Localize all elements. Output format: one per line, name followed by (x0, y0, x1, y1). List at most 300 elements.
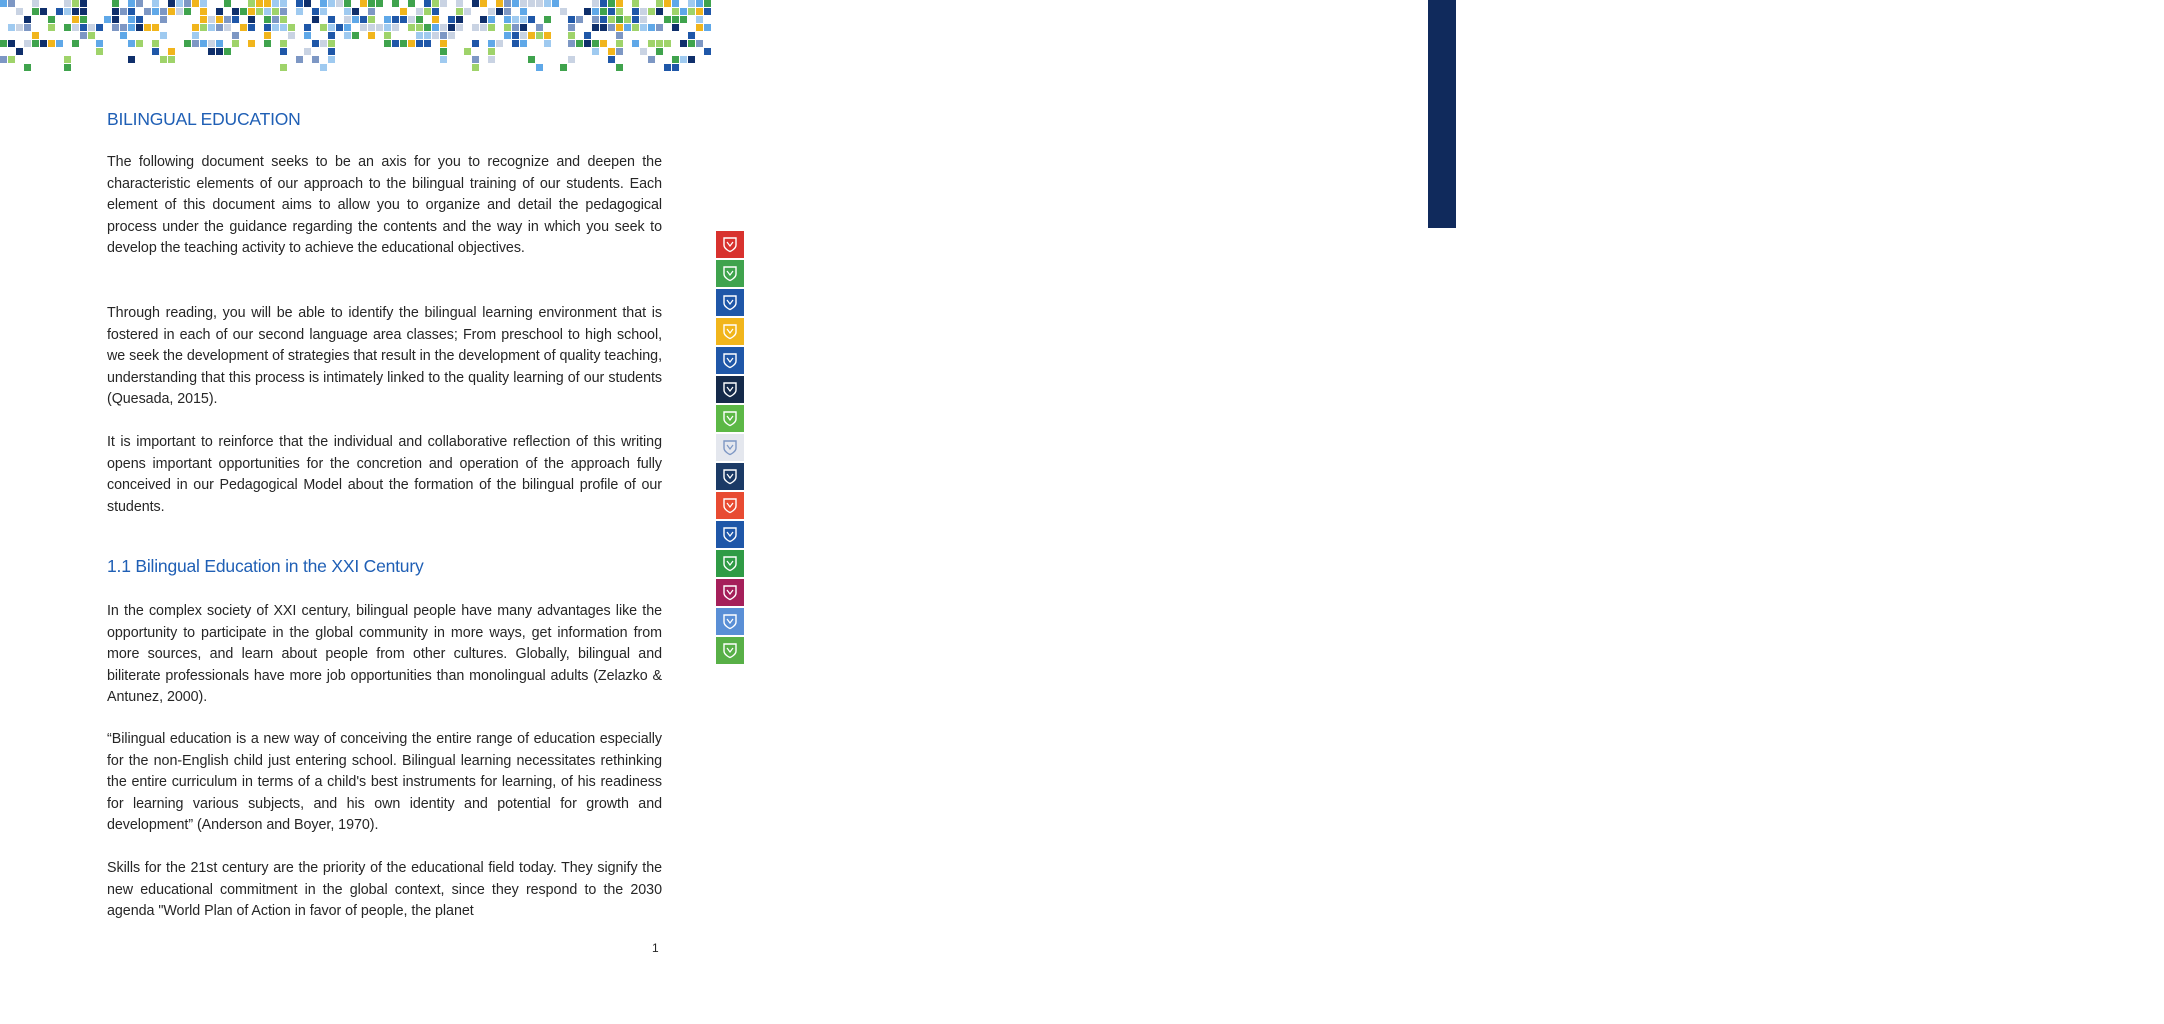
mosaic-tile (416, 16, 423, 23)
pixel-mosaic-banner (0, 0, 712, 70)
mosaic-tile (328, 16, 335, 23)
network-name-strip (1428, 0, 2164, 230)
mosaic-tile (232, 40, 239, 47)
mosaic-tile (216, 40, 223, 47)
mosaic-tile (360, 24, 367, 31)
mosaic-tile (72, 8, 79, 15)
mosaic-tile (688, 32, 695, 39)
mosaic-tile (384, 32, 391, 39)
mosaic-tile (424, 40, 431, 47)
mosaic-tile (416, 32, 423, 39)
mosaic-tile (512, 16, 519, 23)
paragraph-reading: Through reading, you will be able to identify the bilingual learning environment that is fostered in each of our second language area classes; From preschool to high school, we seek the development of strategies that result in the development of quality teaching, understanding that this process is intimately linked to the quality learning of our students (Quesada, 2015). (107, 305, 662, 407)
mosaic-tile (384, 16, 391, 23)
mosaic-tile (208, 24, 215, 31)
mosaic-tile (272, 16, 279, 23)
mosaic-tile (328, 24, 335, 31)
mosaic-tile (488, 56, 495, 63)
mosaic-tile (320, 40, 327, 47)
mosaic-tile (456, 0, 463, 7)
mosaic-tile (632, 16, 639, 23)
school-crest-6-icon (716, 376, 744, 403)
mosaic-tile (200, 8, 207, 15)
mosaic-tile (88, 32, 95, 39)
mosaic-tile (72, 40, 79, 47)
mosaic-tile (232, 32, 239, 39)
mosaic-tile (568, 32, 575, 39)
mosaic-tile (64, 0, 71, 7)
mosaic-tile (632, 40, 639, 47)
mosaic-tile (296, 56, 303, 63)
mosaic-tile (520, 0, 527, 7)
mosaic-tile (32, 8, 39, 15)
mosaic-tile (24, 64, 31, 71)
mosaic-tile (168, 8, 175, 15)
mosaic-tile (696, 40, 703, 47)
mosaic-tile (368, 32, 375, 39)
mosaic-tile (512, 0, 519, 7)
mosaic-tile (312, 8, 319, 15)
mosaic-tile (440, 24, 447, 31)
mosaic-tile (0, 0, 7, 7)
mosaic-tile (536, 24, 543, 31)
mosaic-tile (664, 0, 671, 7)
mosaic-tile (440, 56, 447, 63)
mosaic-tile (152, 24, 159, 31)
mosaic-tile (544, 16, 551, 23)
mosaic-tile (616, 16, 623, 23)
mosaic-tile (600, 16, 607, 23)
mosaic-tile (72, 16, 79, 23)
mosaic-tile (608, 56, 615, 63)
mosaic-tile (216, 16, 223, 23)
mosaic-tile (632, 0, 639, 7)
mosaic-tile (408, 0, 415, 7)
document-title: BILINGUAL EDUCATION (107, 109, 301, 129)
mosaic-tile (344, 8, 351, 15)
mosaic-tile (448, 16, 455, 23)
mosaic-tile (672, 0, 679, 7)
school-crest-2-icon (716, 260, 744, 287)
mosaic-tile (208, 40, 215, 47)
mosaic-tile (568, 40, 575, 47)
mosaic-tile (464, 8, 471, 15)
mosaic-tile (568, 16, 575, 23)
mosaic-tile (128, 40, 135, 47)
mosaic-tile (328, 48, 335, 55)
mosaic-tile (96, 24, 103, 31)
mosaic-tile (408, 24, 415, 31)
mosaic-tile (664, 64, 671, 71)
mosaic-tile (600, 8, 607, 15)
mosaic-tile (144, 8, 151, 15)
mosaic-tile (608, 8, 615, 15)
mosaic-tile (152, 40, 159, 47)
mosaic-tile (144, 24, 151, 31)
mosaic-tile (56, 40, 63, 47)
mosaic-tile (112, 8, 119, 15)
mosaic-tile (128, 0, 135, 7)
mosaic-tile (680, 56, 687, 63)
mosaic-tile (400, 16, 407, 23)
school-crest-12-icon (716, 550, 744, 577)
paragraph-xxi-century: In the complex society of XXI century, bilingual people have many advantages like the opportunity to participate in the global community in more ways, get information from more sources, and learn about people from other cultures. Globally, bilingual and biliterate professionals have more job opportunities than monolingual adults (Zelazko & Antunez, 2000). (107, 603, 662, 705)
mosaic-tile (136, 16, 143, 23)
paragraph-intro: The following document seeks to be an axis for you to recognize and deepen the characteristic elements of our approach to the bilingual training of our students. Each element of this document aims to allow you to organize and detail the pedagogical process under the guidance regarding the contents and the way in which you seek to develop the teaching activity to achieve the educational objectives. (107, 154, 662, 256)
mosaic-tile (616, 8, 623, 15)
mosaic-tile (96, 48, 103, 55)
mosaic-tile (8, 56, 15, 63)
mosaic-tile (592, 16, 599, 23)
mosaic-tile (392, 0, 399, 7)
mosaic-tile (608, 0, 615, 7)
mosaic-tile (648, 56, 655, 63)
mosaic-tile (424, 8, 431, 15)
mosaic-tile (616, 0, 623, 7)
mosaic-tile (440, 40, 447, 47)
mosaic-tile (368, 24, 375, 31)
mosaic-tile (80, 16, 87, 23)
mosaic-tile (680, 40, 687, 47)
mosaic-tile (200, 24, 207, 31)
mosaic-tile (280, 24, 287, 31)
mosaic-tile (160, 8, 167, 15)
mosaic-tile (616, 48, 623, 55)
mosaic-tile (456, 16, 463, 23)
mosaic-tile (296, 0, 303, 7)
mosaic-tile (384, 40, 391, 47)
mosaic-tile (496, 8, 503, 15)
mosaic-tile (208, 16, 215, 23)
mosaic-tile (64, 8, 71, 15)
school-crest-5-icon (716, 347, 744, 374)
mosaic-tile (376, 24, 383, 31)
mosaic-tile (320, 24, 327, 31)
mosaic-tile (216, 8, 223, 15)
mosaic-tile (600, 0, 607, 7)
mosaic-tile (584, 32, 591, 39)
mosaic-tile (168, 56, 175, 63)
mosaic-tile (16, 48, 23, 55)
mosaic-tile (672, 24, 679, 31)
mosaic-tile (704, 24, 711, 31)
mosaic-tile (496, 0, 503, 7)
mosaic-tile (304, 48, 311, 55)
mosaic-tile (616, 32, 623, 39)
mosaic-tile (504, 32, 511, 39)
mosaic-tile (440, 0, 447, 7)
mosaic-tile (656, 24, 663, 31)
mosaic-tile (456, 24, 463, 31)
mosaic-tile (632, 24, 639, 31)
mosaic-tile (192, 24, 199, 31)
mosaic-tile (544, 32, 551, 39)
section-heading: 1.1 Bilingual Education in the XXI Century (107, 556, 424, 576)
mosaic-tile (312, 56, 319, 63)
mosaic-tile (368, 16, 375, 23)
mosaic-tile (248, 40, 255, 47)
mosaic-tile (136, 24, 143, 31)
mosaic-tile (288, 24, 295, 31)
mosaic-tile (32, 32, 39, 39)
mosaic-tile (480, 16, 487, 23)
mosaic-tile (496, 40, 503, 47)
mosaic-tile (688, 40, 695, 47)
mosaic-tile (600, 40, 607, 47)
mosaic-tile (520, 40, 527, 47)
mosaic-tile (240, 8, 247, 15)
mosaic-tile (480, 24, 487, 31)
mosaic-tile (688, 56, 695, 63)
mosaic-tile (112, 16, 119, 23)
mosaic-tile (8, 0, 15, 7)
mosaic-tile (128, 8, 135, 15)
mosaic-tile (304, 24, 311, 31)
mosaic-tile (232, 8, 239, 15)
mosaic-tile (440, 32, 447, 39)
mosaic-tile (432, 0, 439, 7)
mosaic-tile (624, 16, 631, 23)
mosaic-tile (608, 48, 615, 55)
mosaic-tile (360, 0, 367, 7)
mosaic-tile (592, 8, 599, 15)
mosaic-tile (432, 8, 439, 15)
school-crest-15-icon (716, 637, 744, 664)
mosaic-tile (264, 0, 271, 7)
mosaic-tile (120, 8, 127, 15)
mosaic-tile (224, 0, 231, 7)
mosaic-tile (344, 0, 351, 7)
mosaic-tile (264, 8, 271, 15)
mosaic-tile (272, 24, 279, 31)
mosaic-tile (472, 24, 479, 31)
mosaic-tile (272, 0, 279, 7)
paragraph-quote: “Bilingual education is a new way of conceiving the entire range of education especially for the non-English child just entering school. Bilingual learning necessitates rethinking the entire curriculum in terms of a child's best instruments for learning, of his readiness for learning various subjects, and his own identity and potential for growth and development” (Anderson and Boyer, 1970). (107, 731, 662, 833)
mosaic-tile (368, 0, 375, 7)
mosaic-tile (432, 32, 439, 39)
mosaic-tile (312, 40, 319, 47)
mosaic-tile (560, 8, 567, 15)
mosaic-tile (40, 40, 47, 47)
mosaic-tile (72, 0, 79, 7)
mosaic-tile (264, 40, 271, 47)
mosaic-tile (664, 16, 671, 23)
mosaic-tile (696, 0, 703, 7)
mosaic-tile (432, 16, 439, 23)
mosaic-tile (648, 24, 655, 31)
mosaic-tile (104, 16, 111, 23)
mosaic-tile (664, 40, 671, 47)
mosaic-tile (592, 0, 599, 7)
mosaic-tile (656, 40, 663, 47)
mosaic-tile (216, 24, 223, 31)
mosaic-tile (528, 56, 535, 63)
mosaic-tile (128, 16, 135, 23)
mosaic-tile (680, 8, 687, 15)
mosaic-tile (408, 40, 415, 47)
mosaic-tile (456, 8, 463, 15)
mosaic-tile (328, 56, 335, 63)
mosaic-tile (232, 16, 239, 23)
mosaic-tile (304, 0, 311, 7)
mosaic-tile (200, 40, 207, 47)
mosaic-tile (192, 32, 199, 39)
mosaic-tile (448, 24, 455, 31)
mosaic-tile (96, 40, 103, 47)
mosaic-tile (592, 40, 599, 47)
mosaic-tile (616, 40, 623, 47)
mosaic-tile (352, 8, 359, 15)
mosaic-tile (520, 16, 527, 23)
mosaic-tile (512, 24, 519, 31)
mosaic-tile (632, 8, 639, 15)
mosaic-tile (264, 16, 271, 23)
mosaic-tile (584, 40, 591, 47)
mosaic-tile (616, 24, 623, 31)
school-crest-4-icon (716, 318, 744, 345)
mosaic-tile (424, 0, 431, 7)
mosaic-tile (16, 8, 23, 15)
mosaic-tile (200, 16, 207, 23)
mosaic-tile (656, 0, 663, 7)
mosaic-tile (416, 40, 423, 47)
mosaic-tile (80, 8, 87, 15)
mosaic-tile (128, 24, 135, 31)
mosaic-tile (408, 16, 415, 23)
mosaic-tile (488, 24, 495, 31)
mosaic-tile (32, 40, 39, 47)
mosaic-tile (640, 48, 647, 55)
school-crest-14-icon (716, 608, 744, 635)
mosaic-tile (392, 16, 399, 23)
mosaic-tile (224, 48, 231, 55)
mosaic-tile (88, 24, 95, 31)
mosaic-tile (152, 8, 159, 15)
mosaic-tile (224, 24, 231, 31)
mosaic-tile (520, 8, 527, 15)
mosaic-tile (576, 16, 583, 23)
school-crest-10-icon (716, 492, 744, 519)
mosaic-tile (280, 40, 287, 47)
paragraph-skills: Skills for the 21st century are the priority of the educational field today. They signify the new educational commitment in the global context, since they respond to the 2030 agenda "World Plan of Action in favor of people, the planet (107, 860, 662, 919)
mosaic-tile (592, 24, 599, 31)
mosaic-tile (704, 8, 711, 15)
mosaic-tile (672, 16, 679, 23)
mosaic-tile (272, 8, 279, 15)
mosaic-tile (224, 16, 231, 23)
mosaic-tile (0, 40, 7, 47)
mosaic-tile (160, 56, 167, 63)
network-name: RED DE COLEGIOS SEMPER ALTIUS (2152, 4, 2164, 230)
mosaic-tile (8, 40, 15, 47)
mosaic-tile (472, 40, 479, 47)
mosaic-tile (416, 24, 423, 31)
mosaic-tile (440, 48, 447, 55)
mosaic-tile (392, 40, 399, 47)
mosaic-tile (32, 0, 39, 7)
mosaic-tile (216, 48, 223, 55)
mosaic-tile (656, 8, 663, 15)
mosaic-tile (392, 24, 399, 31)
mosaic-tile (640, 8, 647, 15)
mosaic-tile (248, 0, 255, 7)
mosaic-tile (560, 64, 567, 71)
mosaic-tile (256, 0, 263, 7)
mosaic-tile (576, 40, 583, 47)
mosaic-tile (344, 16, 351, 23)
mosaic-tile (152, 0, 159, 7)
mosaic-tile (472, 0, 479, 7)
school-crest-3-icon (716, 289, 744, 316)
mosaic-tile (0, 56, 7, 63)
mosaic-tile (80, 24, 87, 31)
mosaic-tile (336, 24, 343, 31)
mosaic-tile (320, 8, 327, 15)
mosaic-tile (40, 8, 47, 15)
school-crest-1-icon (716, 231, 744, 258)
school-crest-11-icon (716, 521, 744, 548)
mosaic-tile (416, 8, 423, 15)
mosaic-tile (592, 48, 599, 55)
mosaic-tile (672, 64, 679, 71)
mosaic-tile (176, 8, 183, 15)
mosaic-tile (264, 24, 271, 31)
mosaic-tile (528, 32, 535, 39)
mosaic-tile (704, 48, 711, 55)
mosaic-tile (464, 48, 471, 55)
mosaic-tile (248, 8, 255, 15)
mosaic-tile (432, 24, 439, 31)
mosaic-tile (488, 48, 495, 55)
mosaic-tile (672, 56, 679, 63)
mosaic-tile (296, 8, 303, 15)
mosaic-tile (48, 40, 55, 47)
mosaic-tile (160, 16, 167, 23)
mosaic-tile (200, 0, 207, 7)
mosaic-tile (344, 32, 351, 39)
mosaic-tile (552, 0, 559, 7)
mosaic-tile (488, 8, 495, 15)
mosaic-tile (368, 8, 375, 15)
mosaic-tile (328, 32, 335, 39)
mosaic-tile (648, 8, 655, 15)
mosaic-tile (248, 24, 255, 31)
school-crest-8-icon (716, 434, 744, 461)
mosaic-tile (304, 32, 311, 39)
mosaic-tile (80, 32, 87, 39)
mosaic-tile (176, 0, 183, 7)
mosaic-tile (184, 8, 191, 15)
mosaic-tile (688, 8, 695, 15)
mosaic-tile (504, 0, 511, 7)
mosaic-tile (656, 48, 663, 55)
mosaic-tile (24, 24, 31, 31)
mosaic-tile (696, 16, 703, 23)
school-crest-7-icon (716, 405, 744, 432)
mosaic-tile (64, 64, 71, 71)
mosaic-tile (64, 24, 71, 31)
mosaic-tile (504, 16, 511, 23)
mosaic-tile (568, 24, 575, 31)
mosaic-tile (424, 32, 431, 39)
mosaic-tile (184, 40, 191, 47)
mosaic-tile (688, 0, 695, 7)
mosaic-tile (48, 16, 55, 23)
mosaic-tile (8, 24, 15, 31)
mosaic-tile (16, 24, 23, 31)
paragraph-reflection: It is important to reinforce that the individual and collaborative reflection of this writing opens important opportunities for the concretion and operation of the approach fully conceived in our Pedagogical Model about the formation of the bilingual profile of our students. (107, 434, 662, 515)
mosaic-tile (288, 32, 295, 39)
